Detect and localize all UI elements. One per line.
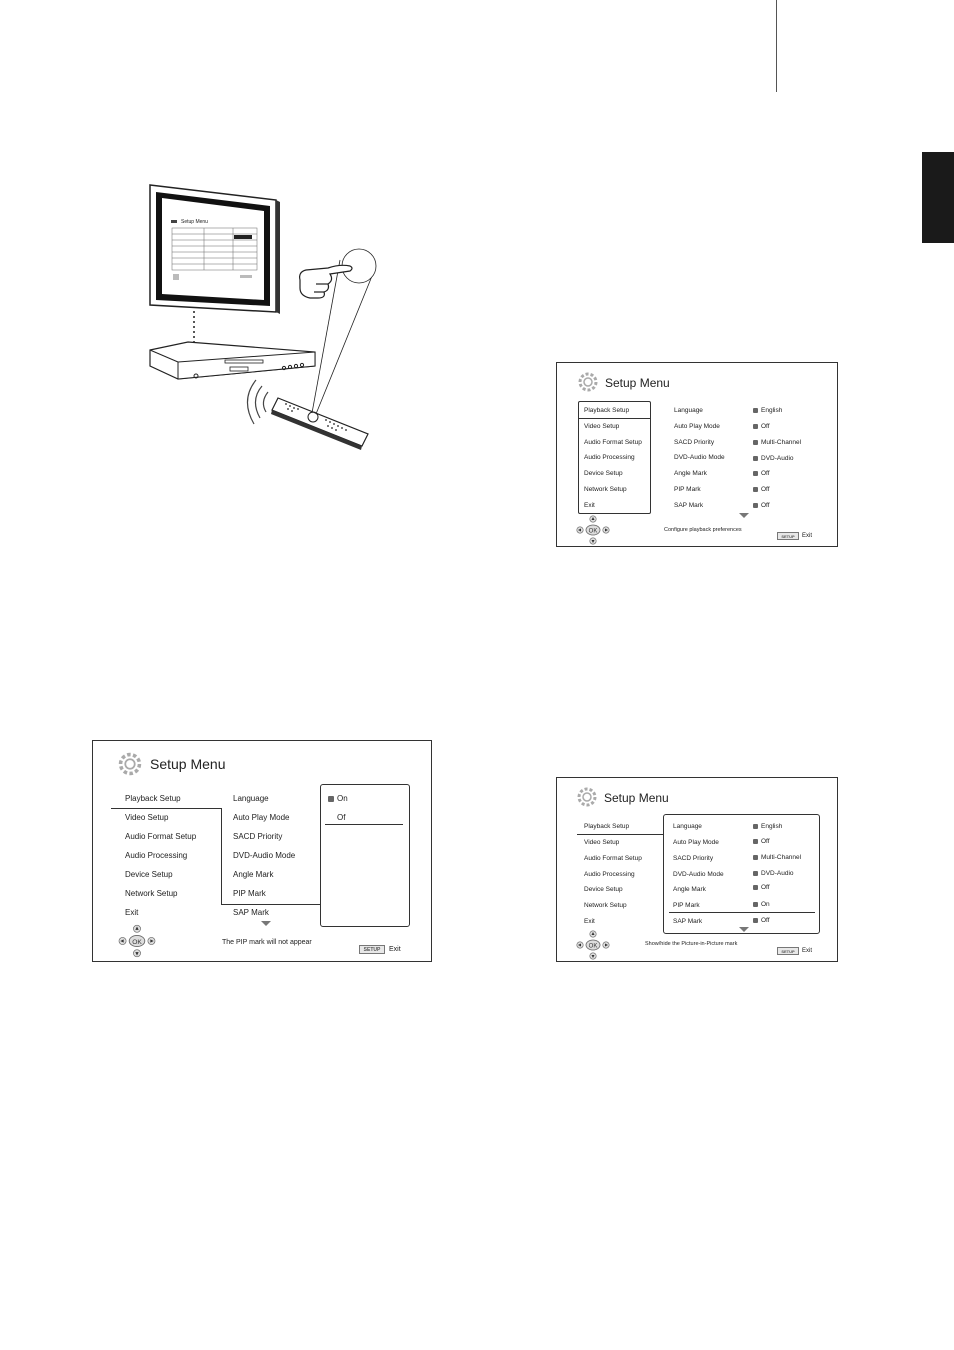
menu-title: Setup Menu	[605, 376, 670, 390]
setup-menu-panel-playback	[556, 362, 838, 547]
gear-icon	[577, 371, 599, 393]
bullet-icon	[753, 503, 758, 508]
menu-item-playback-setup[interactable]: Playback Setup	[125, 794, 181, 803]
value-language: English	[753, 823, 782, 830]
disc-player-icon	[150, 342, 315, 379]
value-sap-mark: Off	[753, 502, 770, 509]
option-selection-underline	[325, 824, 403, 825]
hint-text: Show/hide the Picture-in-Picture mark	[645, 941, 738, 947]
bullet-icon	[753, 824, 758, 829]
value-sacd-priority: Multi-Channel	[753, 854, 801, 861]
setup-exit-hint	[777, 532, 812, 540]
tv-icon	[150, 185, 280, 314]
scroll-down-icon[interactable]	[739, 513, 749, 518]
bullet-icon	[753, 471, 758, 476]
menu-item-audio-format-setup[interactable]: Audio Format Setup	[125, 832, 197, 841]
value-sap-mark: Off	[753, 917, 770, 924]
setup-exit-hint	[359, 945, 401, 954]
setup-illustration	[140, 180, 400, 460]
menu-item-exit[interactable]: Exit	[125, 908, 139, 917]
bullet-icon	[753, 424, 758, 429]
setting-dvd-audio-mode[interactable]: DVD-Audio Mode	[674, 454, 725, 461]
value-dvd-audio-mode: DVD-Audio	[753, 870, 794, 877]
dpad-icon	[117, 924, 157, 958]
value-sacd-priority: Multi-Channel	[753, 439, 801, 446]
menu-item-video-setup[interactable]: Video Setup	[584, 423, 620, 430]
setup-menu-panel-pip-on	[556, 777, 838, 962]
setting-language[interactable]: Language	[674, 407, 703, 414]
section-tab	[922, 152, 954, 243]
setting-auto-play-mode[interactable]: Auto Play Mode	[673, 839, 719, 846]
option-on[interactable]: On	[328, 794, 348, 803]
value-dvd-audio-mode: DVD-Audio	[753, 455, 794, 462]
setup-exit-hint	[777, 947, 812, 955]
value-angle-mark: Off	[753, 470, 770, 477]
gear-icon	[117, 751, 143, 777]
setup-key-icon[interactable]: SETUP	[359, 945, 385, 954]
menu-item-exit[interactable]: Exit	[584, 918, 595, 925]
option-popup	[320, 784, 410, 927]
cable-dots	[193, 311, 195, 343]
pointing-hand-icon	[300, 265, 352, 298]
menu-item-network-setup[interactable]: Network Setup	[125, 889, 178, 898]
menu-item-exit[interactable]: Exit	[584, 502, 595, 509]
setting-auto-play-mode[interactable]: Auto Play Mode	[233, 813, 290, 822]
value-pip-mark: On	[753, 901, 770, 908]
menu-title: Setup Menu	[604, 791, 669, 805]
bullet-icon	[753, 902, 758, 907]
bullet-icon	[753, 440, 758, 445]
selection-underline	[578, 418, 651, 419]
menu-item-network-setup[interactable]: Network Setup	[584, 902, 627, 909]
bullet-icon	[753, 855, 758, 860]
menu-item-audio-processing[interactable]: Audio Processing	[584, 871, 635, 878]
menu-item-device-setup[interactable]: Device Setup	[125, 870, 173, 879]
setup-menu-panel-pip-options	[92, 740, 432, 962]
tv-menu-title: Setup Menu	[181, 219, 208, 225]
setting-angle-mark[interactable]: Angle Mark	[674, 470, 707, 477]
menu-item-audio-processing[interactable]: Audio Processing	[125, 851, 188, 860]
hint-text: Configure playback preferences	[664, 527, 742, 533]
scroll-down-icon[interactable]	[739, 927, 749, 932]
menu-item-audio-processing[interactable]: Audio Processing	[584, 454, 635, 461]
selection-underline	[111, 808, 221, 809]
setting-pip-mark[interactable]: PIP Mark	[674, 486, 701, 493]
ok-label: OK	[588, 943, 598, 950]
setting-angle-mark[interactable]: Angle Mark	[233, 870, 274, 879]
menu-item-video-setup[interactable]: Video Setup	[584, 839, 620, 846]
menu-item-video-setup[interactable]: Video Setup	[125, 813, 169, 822]
ok-label: OK	[588, 528, 598, 535]
menu-item-device-setup[interactable]: Device Setup	[584, 470, 623, 477]
setting-dvd-audio-mode[interactable]: DVD-Audio Mode	[233, 851, 296, 860]
bullet-icon	[328, 796, 334, 802]
menu-item-network-setup[interactable]: Network Setup	[584, 486, 627, 493]
page-divider	[776, 0, 777, 92]
bullet-icon	[753, 456, 758, 461]
menu-item-audio-format-setup[interactable]: Audio Format Setup	[584, 855, 642, 862]
exit-label: Exit	[802, 533, 813, 539]
setting-language[interactable]: Language	[673, 823, 702, 830]
setting-sap-mark[interactable]: SAP Mark	[673, 918, 703, 925]
gear-icon	[576, 786, 598, 808]
bullet-icon	[753, 918, 758, 923]
submenu-bottom-line	[221, 904, 321, 905]
menu-item-device-setup[interactable]: Device Setup	[584, 886, 623, 893]
bullet-icon	[753, 871, 758, 876]
menu-title: Setup Menu	[150, 756, 226, 772]
scroll-down-icon[interactable]	[261, 921, 271, 926]
setting-pip-mark[interactable]: PIP Mark	[233, 889, 266, 898]
setting-angle-mark[interactable]: Angle Mark	[673, 886, 706, 893]
setting-sap-mark[interactable]: SAP Mark	[674, 502, 704, 509]
value-auto-play-mode: Off	[753, 423, 770, 430]
setting-sacd-priority[interactable]: SACD Priority	[673, 855, 714, 862]
ok-label: OK	[132, 938, 142, 946]
dpad-icon	[575, 930, 611, 960]
left-selection-underline	[577, 834, 663, 835]
setting-dvd-audio-mode[interactable]: DVD-Audio Mode	[673, 871, 724, 878]
setting-auto-play-mode[interactable]: Auto Play Mode	[674, 423, 720, 430]
setting-language[interactable]: Language	[233, 794, 269, 803]
dpad-icon	[575, 515, 611, 545]
bullet-icon	[753, 487, 758, 492]
setting-sacd-priority[interactable]: SACD Priority	[674, 439, 715, 446]
bullet-icon	[753, 839, 758, 844]
setup-key-icon[interactable]: SETUP	[777, 532, 799, 540]
bullet-icon	[753, 408, 758, 413]
setting-sap-mark[interactable]: SAP Mark	[233, 908, 269, 917]
value-pip-mark: Off	[753, 486, 770, 493]
exit-label: Exit	[389, 946, 401, 953]
submenu-divider	[221, 808, 222, 904]
menu-item-playback-setup[interactable]: Playback Setup	[584, 823, 630, 830]
value-auto-play-mode: Off	[753, 838, 770, 845]
setting-pip-mark[interactable]: PIP Mark	[673, 902, 700, 909]
selection-underline	[669, 912, 815, 913]
setup-key-icon[interactable]: SETUP	[777, 947, 799, 955]
option-off[interactable]: Of	[337, 813, 346, 822]
value-angle-mark: Off	[753, 884, 770, 891]
menu-item-audio-format-setup[interactable]: Audio Format Setup	[584, 439, 642, 446]
setting-sacd-priority[interactable]: SACD Priority	[233, 832, 283, 841]
ir-signal-icon	[247, 380, 268, 424]
menu-item-playback-setup[interactable]: Playback Setup	[584, 407, 630, 414]
bullet-icon	[753, 885, 758, 890]
exit-label: Exit	[802, 948, 813, 954]
value-language: English	[753, 407, 782, 414]
hint-text: The PIP mark will not appear	[222, 939, 312, 946]
